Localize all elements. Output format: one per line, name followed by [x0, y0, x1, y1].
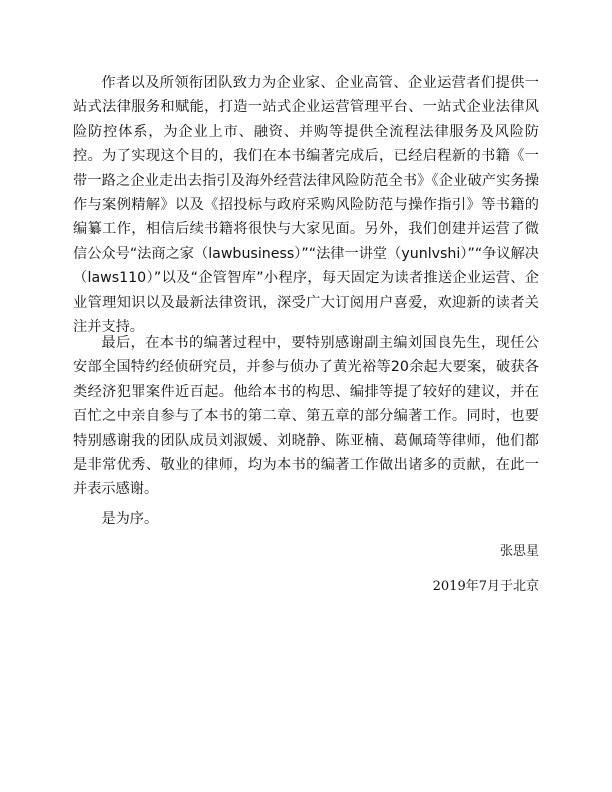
date-line: 2019年7月于北京 [432, 579, 539, 594]
closing-paragraph: 是为序。 [101, 511, 159, 527]
body-paragraph-2: 最后，在本书的编著过程中，要特别感谢副主编刘国良先生，现任公安部全国特约经侦研究员，并参与侦办了黄光裕等20余起大要案，破获各类经济犯罪案件近百起。他给本书的构思、编排等提了较好的建议，并在百忙之中亲自参与了本书的第二章、第五章的部分编著工作。同时，也要特别感谢我的团队成员刘淑媛、刘晓静、陈亚楠、葛佩琦等律师，他们都是非常优秀、敬业的律师，均为本书的编著工作做出诸多的贡献，在此一并表示感谢。 [73, 335, 539, 498]
body-paragraph-1: 作者以及所领衔团队致力为企业家、企业高管、企业运营者们提供一站式法律服务和赋能，打造一站式企业运营管理平台、一站式企业法律风险防控体系，为企业上市、融资、并购等提供全流程法律服务及风险防控。为了实现这个目的，我们在本书编著完成后，已经启程新的书籍《一带一路之企业走出去指引及海外经营法律风险防范全书》《企业破产实务操作与案例精解》以及《招投标与政府采购风险防范与操作指引》等书籍的编纂工作，相信后续书籍将很快与大家见面。另外，我们创建并运营了微信公众号“法商之家（lawbusiness）”“法律一讲堂（yunlvshi）”“争议解决（laws110）”以及“企管智库”小程序，每天固定为读者推送企业运营、企业管理知识以及最新法律资讯，深受广大订阅用户喜爱，欢迎新的读者关注并支持。 [73, 75, 539, 336]
author-signature: 张思星 [499, 544, 539, 559]
